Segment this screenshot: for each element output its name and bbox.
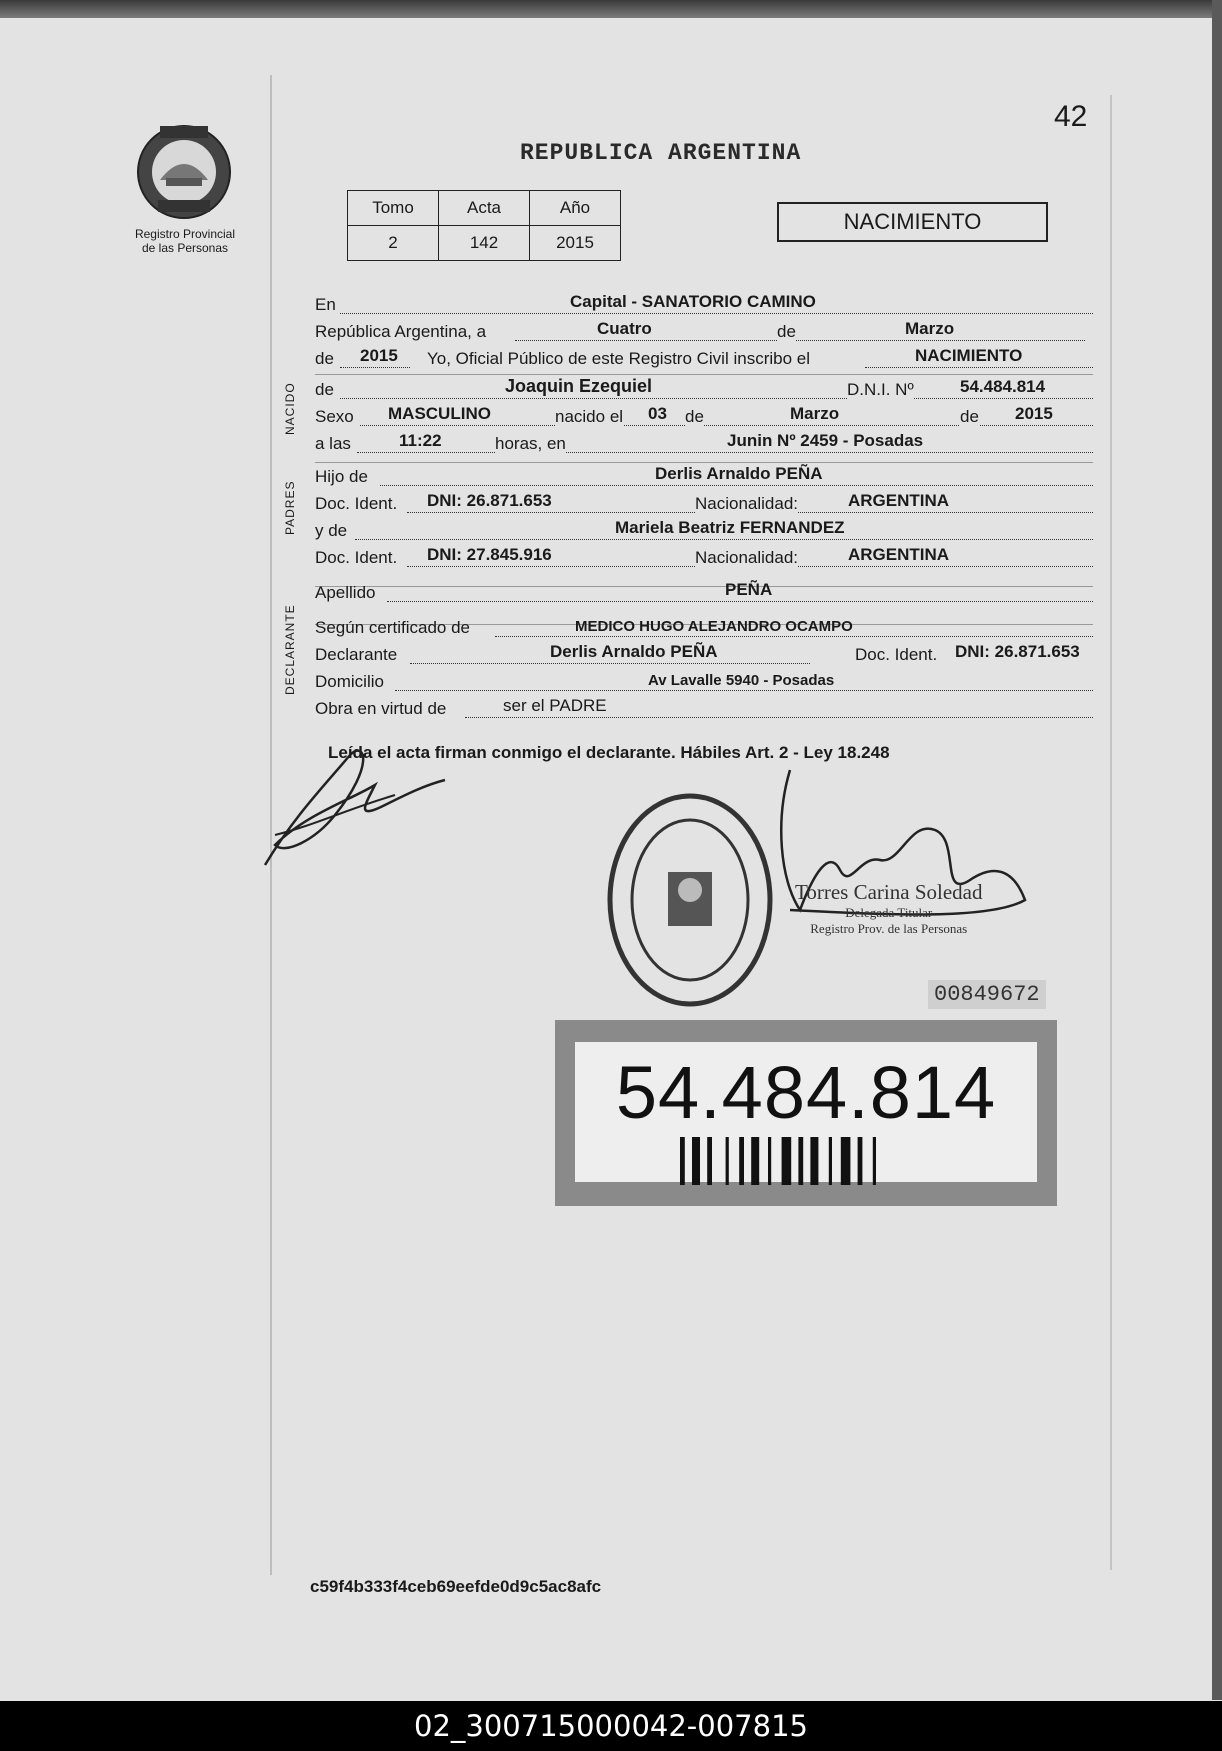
value-act-type: NACIMIENTO (915, 346, 1023, 365)
label-de2: de (315, 349, 334, 368)
table-cell-tomo: 2 (348, 226, 439, 261)
value-time: 11:22 (399, 431, 442, 450)
form-row-declarant (315, 640, 1093, 667)
form-row-father (315, 462, 1093, 489)
barcode-bar (829, 1137, 832, 1185)
dotted-line (515, 340, 1085, 341)
official-round-stamp (605, 790, 775, 1010)
table-header-ano: Año (530, 191, 621, 226)
value-child-dni: 54.484.814 (960, 377, 1046, 396)
table-cell-acta: 142 (439, 226, 530, 261)
value-domicile: Av Lavalle 5940 - Posadas (648, 672, 835, 689)
value-father-doc: DNI: 26.871.653 (427, 491, 552, 510)
label-republica: República Argentina, a (315, 322, 487, 341)
barcode-bar (858, 1137, 863, 1185)
form-row-names (315, 375, 1093, 402)
provincial-seal-logo (130, 118, 238, 226)
record-form (315, 290, 1093, 721)
scan-right-edge (1212, 0, 1222, 1700)
value-child-names: Joaquin Ezequiel (505, 376, 653, 396)
form-row-mother-doc (315, 543, 1093, 570)
barcode-bar (873, 1137, 876, 1185)
value-birth-day: 03 (648, 404, 667, 423)
page-number: 42 (1054, 100, 1088, 133)
closing-statement: Leída el acta firman conmigo el declarante. Hábiles Art. 2 - Ley 18.248 (328, 743, 890, 762)
label-en: En (315, 295, 336, 314)
value-father-nationality: ARGENTINA (848, 491, 950, 510)
document-hash: c59f4b333f4ceb69eefde0d9c5ac8afc (310, 1577, 602, 1596)
value-month: Marzo (905, 319, 955, 338)
table-cell-ano: 2015 (530, 226, 621, 261)
value-birth-year: 2015 (1015, 404, 1053, 423)
table-header-tomo: Tomo (348, 191, 439, 226)
tome-act-year-table (347, 190, 621, 261)
dotted-line (410, 663, 810, 664)
barcode-bar (707, 1137, 712, 1185)
label-de: de (960, 407, 979, 426)
dni-label-inner (575, 1042, 1037, 1182)
barcode (680, 1137, 980, 1185)
registry-name (110, 227, 260, 255)
value-mother-nationality: ARGENTINA (848, 545, 950, 564)
form-row-surname (315, 578, 1093, 605)
label-de: de (315, 380, 334, 399)
barcode-bar (692, 1137, 700, 1185)
dotted-line (387, 601, 1093, 602)
form-row-time-place (315, 429, 1093, 456)
value-mother-doc: DNI: 27.845.916 (427, 545, 552, 564)
registry-name-line2: de las Personas (141, 241, 229, 255)
form-row-father-doc (315, 489, 1093, 516)
label-declarante: Declarante (315, 645, 398, 664)
form-row-obra (315, 694, 1093, 721)
official-org: Registro Prov. de las Personas (810, 921, 968, 936)
label-doc-ident: Doc. Ident. (855, 645, 938, 664)
dotted-line (357, 452, 1093, 453)
label-oficial: Yo, Oficial Público de este Registro Civil inscribo el (427, 349, 810, 368)
serial-number: 00849672 (928, 980, 1046, 1009)
value-place: Capital - SANATORIO CAMINO (570, 292, 816, 311)
value-surname: PEÑA (725, 580, 773, 599)
dotted-line (340, 313, 1093, 314)
value-declarant-name: Derlis Arnaldo PEÑA (550, 642, 718, 661)
section-label-padres: PADRES (283, 480, 297, 535)
label-doc-ident: Doc. Ident. (315, 548, 398, 567)
value-father-name: Derlis Arnaldo PEÑA (655, 464, 823, 483)
form-row-date (315, 317, 1093, 344)
official-name-block (795, 880, 982, 937)
barcode-bar (841, 1137, 851, 1185)
dotted-line (340, 367, 410, 368)
table-header-acta: Acta (439, 191, 530, 226)
label-domicilio: Domicilio (315, 672, 384, 691)
right-margin-rule (1110, 95, 1112, 1570)
dotted-line (340, 398, 1093, 399)
label-nacido: nacido el (555, 407, 624, 426)
dotted-line (395, 690, 1093, 691)
barcode-bar (810, 1137, 818, 1185)
barcode-bar (680, 1137, 685, 1185)
declarant-signature (255, 725, 455, 875)
label-apellido: Apellido (315, 583, 376, 602)
barcode-bar (751, 1137, 759, 1185)
act-type-box: NACIMIENTO (777, 202, 1048, 242)
dotted-line (865, 367, 1093, 368)
form-row-year (315, 344, 1093, 371)
dni-label-sticker (555, 1020, 1057, 1206)
value-obra: ser el PADRE (503, 696, 607, 715)
barcode-bar (726, 1137, 729, 1185)
section-label-declarante: DECLARANTE (283, 604, 297, 695)
label-hijo-de: Hijo de (315, 467, 368, 486)
label-a-las: a las (315, 434, 351, 453)
label-horas: horas, en (495, 434, 566, 453)
scan-footer-id: 02_300715000042-007815 (0, 1701, 1222, 1751)
value-mother-name: Mariela Beatriz FERNANDEZ (615, 518, 845, 537)
page-title: REPUBLICA ARGENTINA (520, 140, 802, 166)
value-certificate: MEDICO HUGO ALEJANDRO OCAMPO (575, 618, 853, 635)
form-row-certificate (315, 613, 1093, 640)
label-dni: D.N.I. Nº (847, 380, 914, 399)
label-y-de: y de (315, 521, 348, 540)
form-row-domicile (315, 667, 1093, 694)
form-row-place (315, 290, 1093, 317)
dotted-line (360, 425, 1093, 426)
label-nacionalidad: Nacionalidad: (695, 548, 799, 567)
label-sexo: Sexo (315, 407, 354, 426)
value-declarant-doc: DNI: 26.871.653 (955, 642, 1080, 661)
barcode-bar (739, 1137, 744, 1185)
form-row-mother (315, 516, 1093, 543)
barcode-bar (798, 1137, 803, 1185)
section-label-nacido: NACIDO (283, 382, 297, 435)
label-de: de (777, 322, 796, 341)
value-sexo: MASCULINO (388, 404, 491, 423)
label-nacionalidad: Nacionalidad: (695, 494, 799, 513)
official-name: Torres Carina Soledad (795, 880, 983, 904)
dotted-line (355, 539, 1093, 540)
value-year: 2015 (360, 346, 398, 365)
label-de: de (685, 407, 704, 426)
label-segun: Según certificado de (315, 618, 470, 637)
registry-name-line1: Registro Provincial (134, 227, 236, 241)
dotted-line (465, 717, 1093, 718)
official-title: Delegada Titular (845, 905, 933, 920)
form-row-sex-birth (315, 402, 1093, 429)
dotted-line (495, 636, 1093, 637)
barcode-bar (768, 1137, 771, 1185)
label-doc-ident: Doc. Ident. (315, 494, 398, 513)
dotted-line (380, 485, 1093, 486)
barcode-bar (782, 1137, 792, 1185)
label-obra: Obra en virtud de (315, 699, 447, 718)
dni-label-number: 54.484.814 (615, 1051, 997, 1134)
value-birth-address: Junin Nº 2459 - Posadas (727, 431, 924, 450)
value-birth-month: Marzo (790, 404, 840, 423)
value-day-words: Cuatro (597, 319, 652, 338)
